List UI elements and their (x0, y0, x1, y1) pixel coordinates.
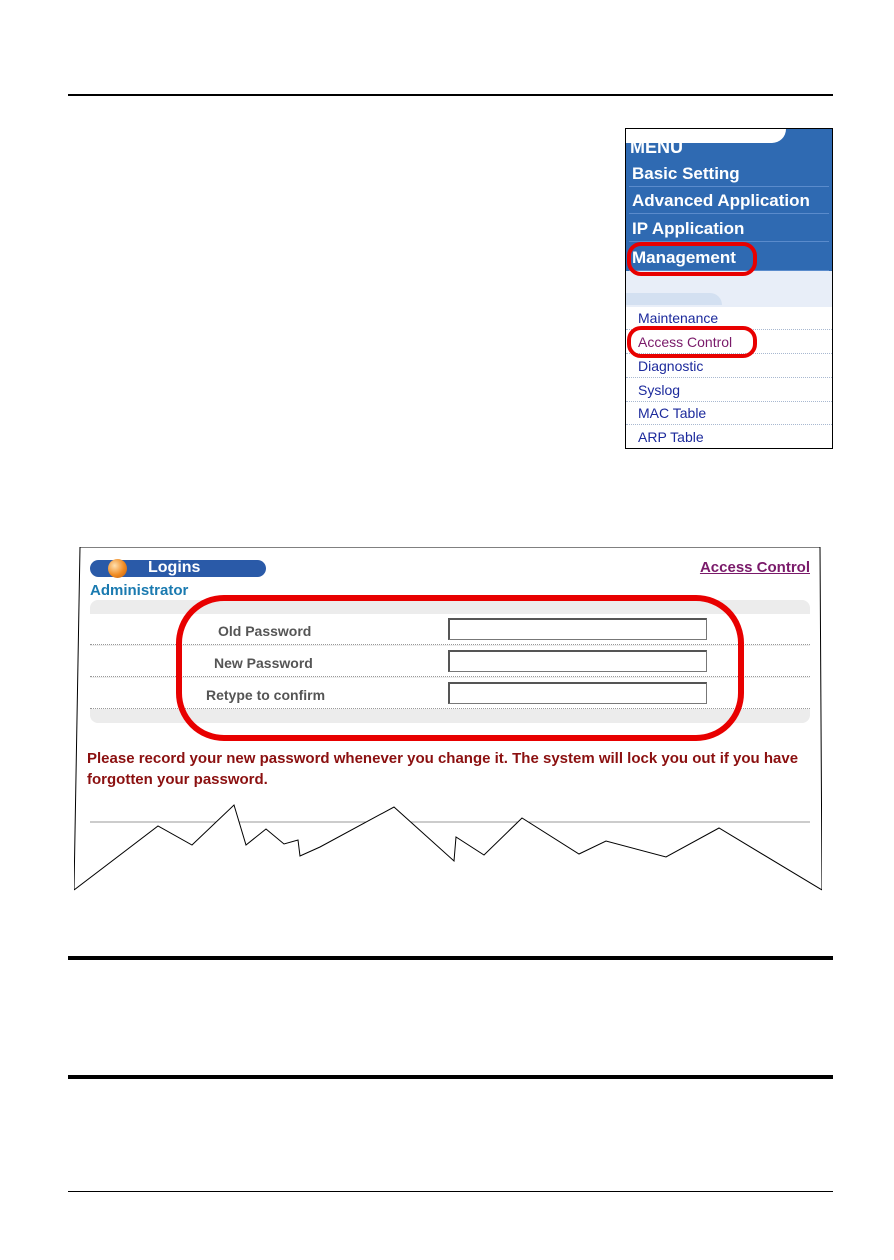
submenu-item-syslog[interactable]: Syslog (626, 379, 832, 402)
submenu-item-mac-table[interactable]: MAC Table (626, 402, 832, 425)
menu-item-basic-setting[interactable]: Basic Setting (629, 161, 829, 187)
menu-item-advanced-application[interactable]: Advanced Application (629, 188, 829, 214)
menu-item-management[interactable]: Management (629, 245, 829, 271)
administrator-section-title: Administrator (90, 582, 189, 599)
section-rule-bottom (68, 1075, 833, 1079)
logins-screen-capture (74, 547, 822, 891)
logins-orb-icon (108, 559, 127, 578)
section-rule-top (68, 956, 833, 960)
submenu-item-arp-table[interactable]: ARP Table (626, 426, 832, 449)
password-warning-text: Please record your new password whenever you change it. The system will lock you out if you have forgotten your password. (87, 750, 799, 788)
retype-password-label: Retype to confirm (206, 687, 326, 703)
menu-title: MENU (630, 137, 683, 157)
submenu-item-maintenance[interactable]: Maintenance (626, 307, 832, 330)
navigation-menu (625, 128, 833, 449)
password-fields-highlight-oval (176, 595, 744, 741)
logins-header-title: Logins (148, 559, 201, 576)
submenu-tab-shape (626, 293, 722, 305)
old-password-label: Old Password (218, 623, 312, 639)
access-control-highlight-oval (627, 326, 757, 358)
menu-item-ip-application[interactable]: IP Application (629, 216, 829, 242)
header-rule (68, 94, 833, 96)
submenu-item-diagnostic[interactable]: Diagnostic (626, 355, 832, 378)
access-control-link[interactable]: Access Control (699, 559, 810, 576)
new-password-label: New Password (214, 655, 313, 671)
footer-rule (68, 1191, 833, 1192)
management-highlight-oval (627, 242, 757, 276)
submenu-item-access-control[interactable]: Access Control (626, 331, 832, 354)
